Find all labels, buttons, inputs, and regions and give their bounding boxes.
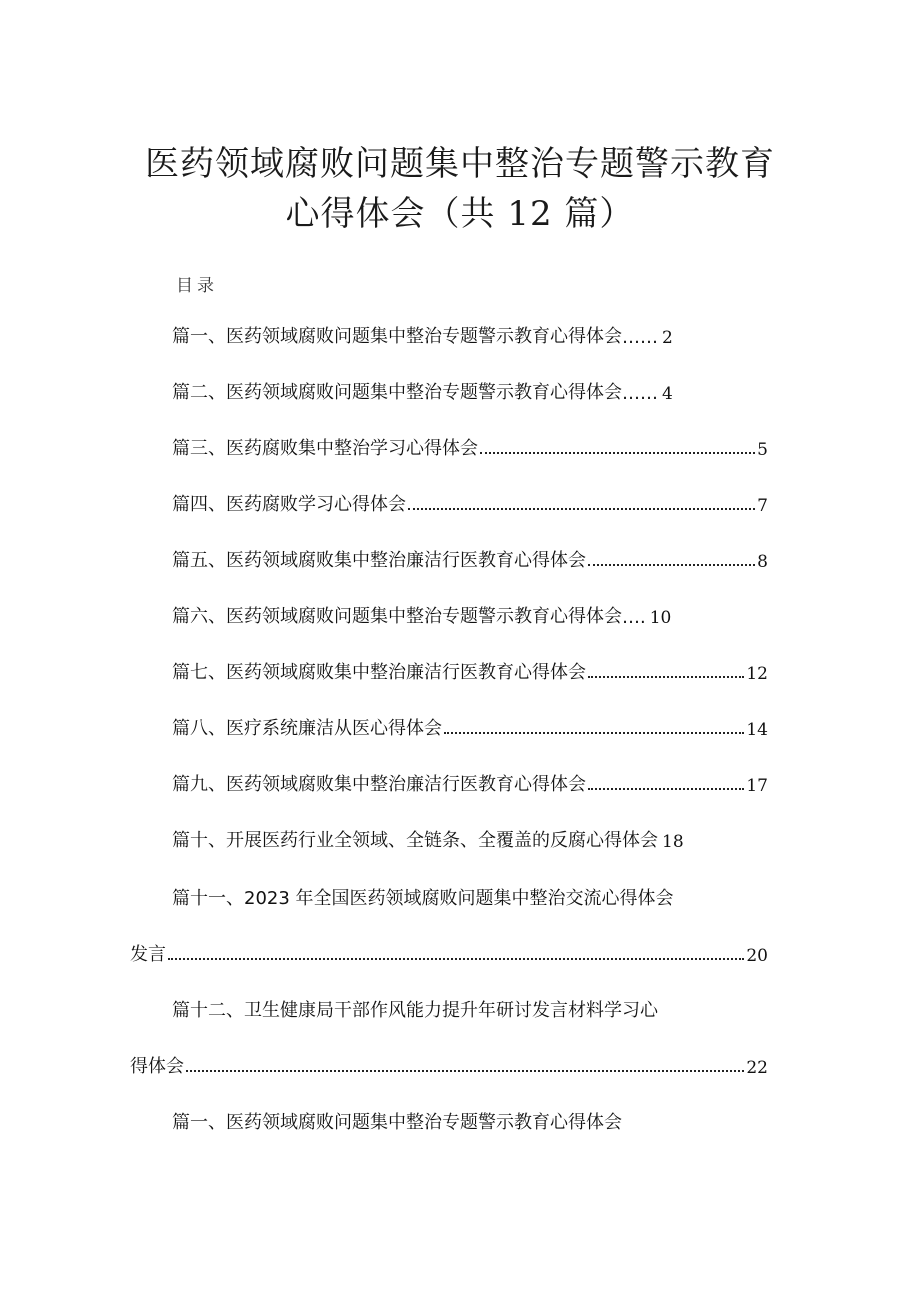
toc-entry[interactable] xyxy=(172,822,768,852)
toc-entry-text: 篇一、医药领域腐败问题集中整治专题警示教育心得体会 xyxy=(172,326,622,347)
toc-entry-text: 篇七、医药领域腐败集中整治廉洁行医教育心得体会 xyxy=(172,662,586,683)
toc-entry-page: 14 xyxy=(746,720,768,740)
toc-leader-dots xyxy=(588,676,744,678)
toc-entry-page: 18 xyxy=(662,832,684,852)
document-title-line1: 医药领域腐败问题集中整治专题警示教育 xyxy=(145,144,775,184)
toc-entry-page: 2 xyxy=(662,328,673,348)
toc-entry-page: 22 xyxy=(746,1058,768,1078)
toc-entry-page: 17 xyxy=(746,776,768,796)
toc-entry-dots: …. xyxy=(622,607,646,628)
toc-entry-text: 篇八、医疗系统廉洁从医心得体会 xyxy=(172,718,442,739)
toc-leader-dots xyxy=(408,508,755,510)
toc-entry[interactable] xyxy=(172,598,768,628)
toc-entry[interactable] xyxy=(172,766,768,796)
toc-entry-page: 5 xyxy=(757,440,768,460)
toc-entry-text: 篇十、开展医药行业全领域、全链条、全覆盖的反腐心得体会 xyxy=(172,830,658,851)
toc-entry-continuation[interactable] xyxy=(130,1048,768,1078)
toc-entry-text: 篇二、医药领域腐败问题集中整治专题警示教育心得体会 xyxy=(172,382,622,403)
toc-entry-dots: …… xyxy=(622,327,658,348)
toc-entry[interactable] xyxy=(172,654,768,684)
toc-entry-dots: …… xyxy=(622,383,658,404)
toc-entry-text: 篇四、医药腐败学习心得体会 xyxy=(172,494,406,515)
toc-leader-dots xyxy=(588,564,755,566)
toc-label: 目录 xyxy=(176,276,218,296)
toc-entry-continuation[interactable] xyxy=(130,936,768,966)
toc-entry-text[interactable]: 篇十二、卫生健康局干部作风能力提升年研讨发言材料学习心 xyxy=(172,1000,658,1021)
toc-entry[interactable] xyxy=(172,374,768,404)
toc-entry-page: 8 xyxy=(757,552,768,572)
toc-entry-text: 篇六、医药领域腐败问题集中整治专题警示教育心得体会 xyxy=(172,606,622,627)
toc-entry[interactable] xyxy=(172,318,768,348)
toc-entry-continuation-text: 发言 xyxy=(130,944,166,965)
toc-entry-page: 10 xyxy=(649,608,672,628)
toc-entry-text: 篇三、医药腐败集中整治学习心得体会 xyxy=(172,438,478,459)
toc-entry[interactable] xyxy=(172,486,768,516)
toc-entry[interactable] xyxy=(172,710,768,740)
toc-entry-text: 篇五、医药领域腐败集中整治廉洁行医教育心得体会 xyxy=(172,550,586,571)
toc-entry-text: 篇九、医药领域腐败集中整治廉洁行医教育心得体会 xyxy=(172,774,586,795)
toc-entry-text[interactable]: 篇十一、2023 年全国医药领域腐败问题集中整治交流心得体会 xyxy=(172,888,674,909)
toc-entry-page: 20 xyxy=(746,946,768,966)
toc-entry-page: 7 xyxy=(757,496,768,516)
toc-leader-dots xyxy=(168,958,744,960)
section-heading: 篇一、医药领域腐败问题集中整治专题警示教育心得体会 xyxy=(172,1112,622,1133)
toc-entry[interactable] xyxy=(172,542,768,572)
toc-entry-page: 12 xyxy=(746,664,768,684)
toc-leader-dots xyxy=(186,1070,744,1072)
toc-leader-dots xyxy=(480,452,755,454)
toc-leader-dots xyxy=(444,732,744,734)
toc-entry-continuation-text: 得体会 xyxy=(130,1056,184,1077)
toc-leader-dots xyxy=(588,788,744,790)
document-title-line2: 心得体会（共 12 篇） xyxy=(285,194,635,234)
toc-entry-page: 4 xyxy=(662,384,673,404)
toc-entry[interactable] xyxy=(172,430,768,460)
